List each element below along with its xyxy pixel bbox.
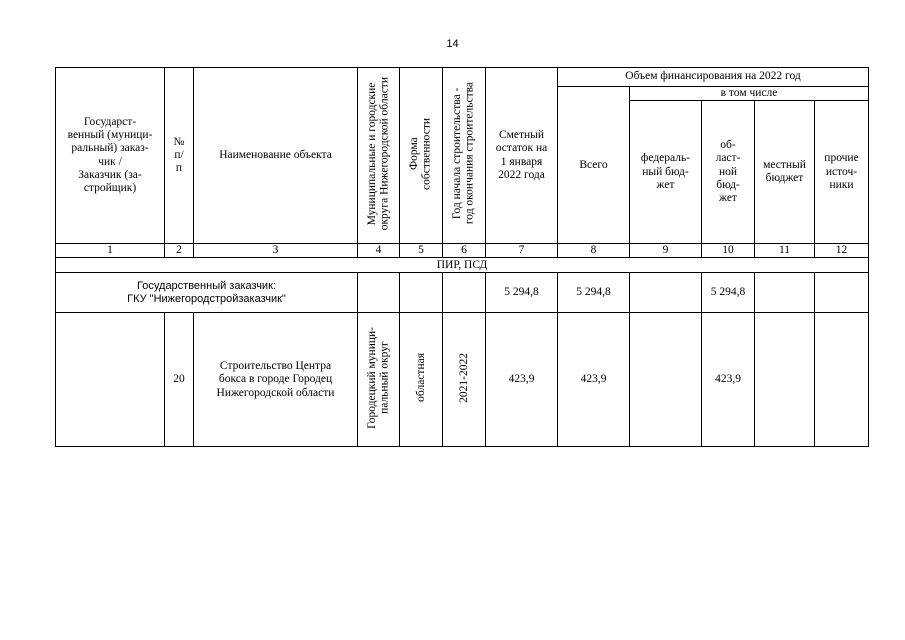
header-total: Всего <box>558 87 630 244</box>
column-number: 12 <box>815 244 869 258</box>
object-row <box>56 313 869 447</box>
column-number: 8 <box>558 244 630 258</box>
header-municipality: Муниципальные и городские округа Нижегородской области <box>358 68 400 244</box>
customer-regional: 5 294,8 <box>702 273 755 313</box>
column-number: 3 <box>194 244 358 258</box>
column-number: 9 <box>630 244 702 258</box>
financing-table <box>55 67 869 447</box>
object-municipality: Городецкий муници- пальный округ <box>358 313 400 447</box>
object-name: Строительство Центра бокса в городе Городец Нижегородской области <box>194 313 358 447</box>
header-local: местный бюджет <box>755 101 815 244</box>
header-number: № п/ п <box>165 68 194 244</box>
column-number: 5 <box>400 244 443 258</box>
header-federal: федераль- ный бюд- жет <box>630 101 702 244</box>
column-number-row <box>56 244 869 258</box>
header-other: прочие источ- ники <box>815 101 869 244</box>
customer-estimate-balance: 5 294,8 <box>486 273 558 313</box>
customer-row <box>56 273 869 313</box>
header-including: в том числе <box>630 87 869 101</box>
column-number: 4 <box>358 244 400 258</box>
column-number: 7 <box>486 244 558 258</box>
column-number: 11 <box>755 244 815 258</box>
header-object-name: Наименование объекта <box>194 68 358 244</box>
header-years: Год начала строительства - год окончания строительства <box>443 68 486 244</box>
header-customer: Государст- венный (муници- pальный) заказ- чик / Заказчик (за- стройщик) <box>56 68 165 244</box>
header-estimate-balance: Сметный остаток на 1 января 2022 года <box>486 68 558 244</box>
customer-total: 5 294,8 <box>558 273 630 313</box>
header-ownership: Форма собственности <box>400 68 443 244</box>
object-regional: 423,9 <box>702 313 755 447</box>
object-ownership: областная <box>400 313 443 447</box>
column-number: 2 <box>165 244 194 258</box>
object-total: 423,9 <box>558 313 630 447</box>
column-number: 10 <box>702 244 755 258</box>
object-years: 2021-2022 <box>443 313 486 447</box>
header-regional: об- ласт- ной бюд- жет <box>702 101 755 244</box>
section-title: ПИР, ПСД <box>56 258 869 273</box>
object-estimate-balance: 423,9 <box>486 313 558 447</box>
object-number: 20 <box>165 313 194 447</box>
customer-label: Государственный заказчик: ГКУ "Нижегородстройзаказчик" <box>56 273 358 313</box>
page-number: 14 <box>446 38 459 50</box>
header-funding-volume: Объем финансирования на 2022 год <box>558 68 869 87</box>
column-number: 1 <box>56 244 165 258</box>
column-number: 6 <box>443 244 486 258</box>
